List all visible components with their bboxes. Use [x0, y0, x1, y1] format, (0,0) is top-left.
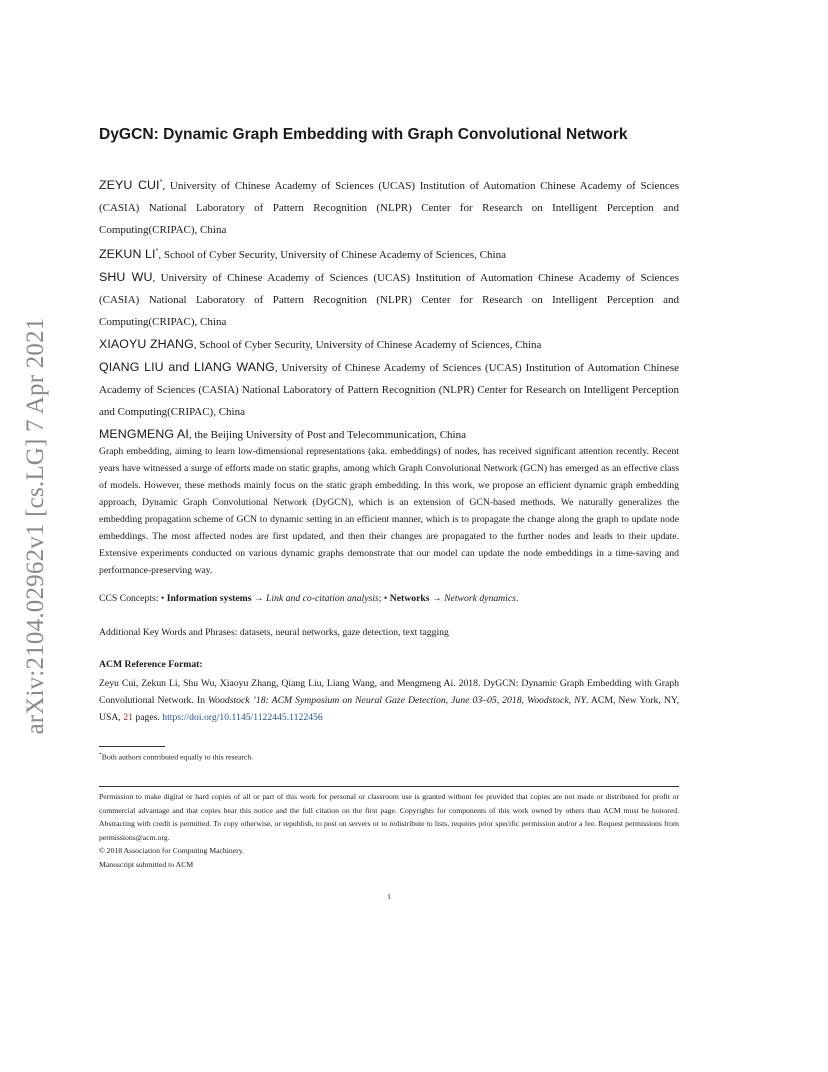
footnote-mark: *: [99, 752, 102, 758]
author-name: ZEYU CUI: [99, 178, 160, 193]
author-name: ZEKUN LI: [99, 247, 156, 262]
permission-text: Permission to make digital or hard copies of all or part of this work for personal or classroom use is granted without fee provided that copies are not made or distributed for profit or commercial advantage and that copies bear this notice and the full citation on the first page. Copyrights for components of this work owned by others than ACM must be honored. Abstracting with credit is permitted. To copy otherwise, or republish, to post on servers or to redistribute to lists, requires prior specific permission and/or a fee. Request permissions from permissions@acm.org.: [99, 792, 679, 842]
author-name: SHU WU: [99, 270, 153, 285]
author-entry: [99, 241, 679, 266]
author-entry: [99, 356, 679, 423]
author-entry: [99, 333, 679, 356]
author-entry: [99, 172, 679, 241]
footnote-divider: [99, 746, 165, 747]
equal-contribution-mark: *: [159, 179, 163, 186]
copyright-line: © 2018 Association for Computing Machinery.: [99, 846, 244, 856]
author-affiliation: , University of Chinese Academy of Sciences (UCAS) Institution of Automation Chinese Academy of Sciences (CASIA) National Laboratory of Pattern Recognition (NLPR) Center for Research on Intelligent Perception and Computing(CRIPAC), China: [99, 180, 679, 237]
author-entry: [99, 266, 679, 333]
ccs-concept: Information systems: [166, 593, 252, 604]
ccs-separator: ;: [378, 593, 384, 604]
author-affiliation: , School of Cyber Security, University of Chinese Academy of Sciences, China: [193, 339, 542, 352]
author-name: QIANG LIU and LIANG WANG: [99, 360, 275, 375]
ccs-subconcept: Network dynamics: [444, 593, 516, 604]
doi-link[interactable]: https://doi.org/10.1145/1122445.1122456: [162, 712, 323, 723]
ccs-arrow: →: [429, 593, 445, 604]
ccs-bullet: •: [383, 593, 390, 604]
ccs-bullet: •: [160, 593, 167, 604]
reference-authors-title: Zeyu Cui, Zekun Li, Shu Wu, Xiaoyu Zhang, Qiang Liu, Liang Wang, and Mengmeng Ai. 2018. DyGCN: Dynamic Graph Embedding with Graph Convolutional Network. In: [99, 678, 679, 706]
reference-venue: Woodstock ’18: ACM Symposium on Neural Gaze Detection, June 03–05, 2018, Woodstock, NY: [207, 695, 586, 706]
keywords: Additional Key Words and Phrases: datasets, neural networks, gaze detection, text tagging: [99, 627, 449, 638]
author-affiliation: , the Beijing University of Post and Telecommunication, China: [188, 429, 466, 442]
ccs-label: CCS Concepts:: [99, 593, 161, 604]
ccs-subconcept: Link and co-citation analysis: [266, 593, 379, 604]
reference-format-heading: ACM Reference Format:: [99, 659, 203, 670]
ccs-concepts: [99, 593, 679, 604]
reference-publisher: . ACM, New York, NY, USA,: [99, 695, 679, 723]
footnote-text: Both authors contributed equally to this research.: [101, 752, 254, 762]
footnote: [99, 752, 679, 762]
ccs-end: .: [515, 593, 519, 604]
ccs-concept: Networks: [389, 593, 430, 604]
author-name: MENGMENG AI: [99, 427, 189, 442]
permission-notice: [99, 790, 679, 872]
arxiv-identifier-stamp: arXiv:2104.02962v1 [cs.LG] 7 Apr 2021: [22, 317, 49, 735]
author-list: [99, 172, 679, 446]
equal-contribution-mark: *: [155, 248, 159, 256]
reference-format: [99, 675, 679, 726]
author-affiliation: , University of Chinese Academy of Sciences (UCAS) Institution of Automation Chinese Academy of Sciences (CASIA) National Laboratory of Pattern Recognition (NLPR) Center for Research on Intelligent Perception and Computing(CRIPAC), China: [99, 272, 679, 329]
ccs-arrow: →: [251, 593, 267, 604]
permission-divider: [99, 786, 679, 787]
author-name: XIAOYU ZHANG: [99, 337, 194, 352]
author-affiliation: , University of Chinese Academy of Sciences (UCAS) Institution of Automation Chinese Academy of Sciences (CASIA) National Laboratory of Pattern Recognition (NLPR) Center for Research on Intelligent Perception and Computing(CRIPAC), China: [99, 362, 679, 419]
reference-pages-suffix: pages.: [132, 712, 163, 723]
author-affiliation: , School of Cyber Security, University of Chinese Academy of Sciences, China: [158, 249, 506, 262]
paper-title: DyGCN: Dynamic Graph Embedding with Graph Convolutional Network: [99, 126, 628, 143]
page-count-link[interactable]: 21: [123, 712, 133, 723]
manuscript-line: Manuscript submitted to ACM: [99, 859, 194, 869]
page-number: 1: [387, 892, 391, 901]
abstract: Graph embedding, aiming to learn low-dimensional representations (aka. embeddings) of nodes, has received significant attention recently. Recent years have witnessed a surge of efforts made on static graphs, among which Graph Convolutional Network (GCN) has emerged as an effective class of models. However, these methods mainly focus on the static graph embedding. In this work, we propose an efficient dynamic graph embedding approach, Dynamic Graph Convolutional Network (DyGCN), which is an extension of GCN-based methods. We naturally generalizes the embedding propagation scheme of GCN to dynamic setting in an efficient manner, which is to propagate the change along the graph to update node embeddings. The most affected nodes are first updated, and then their changes are propagated to the further nodes and leads to their update. Extensive experiments conducted on various dynamic graphs demonstrate that our model can update the node embeddings in a time-saving and performance-preserving way.: [99, 446, 679, 576]
